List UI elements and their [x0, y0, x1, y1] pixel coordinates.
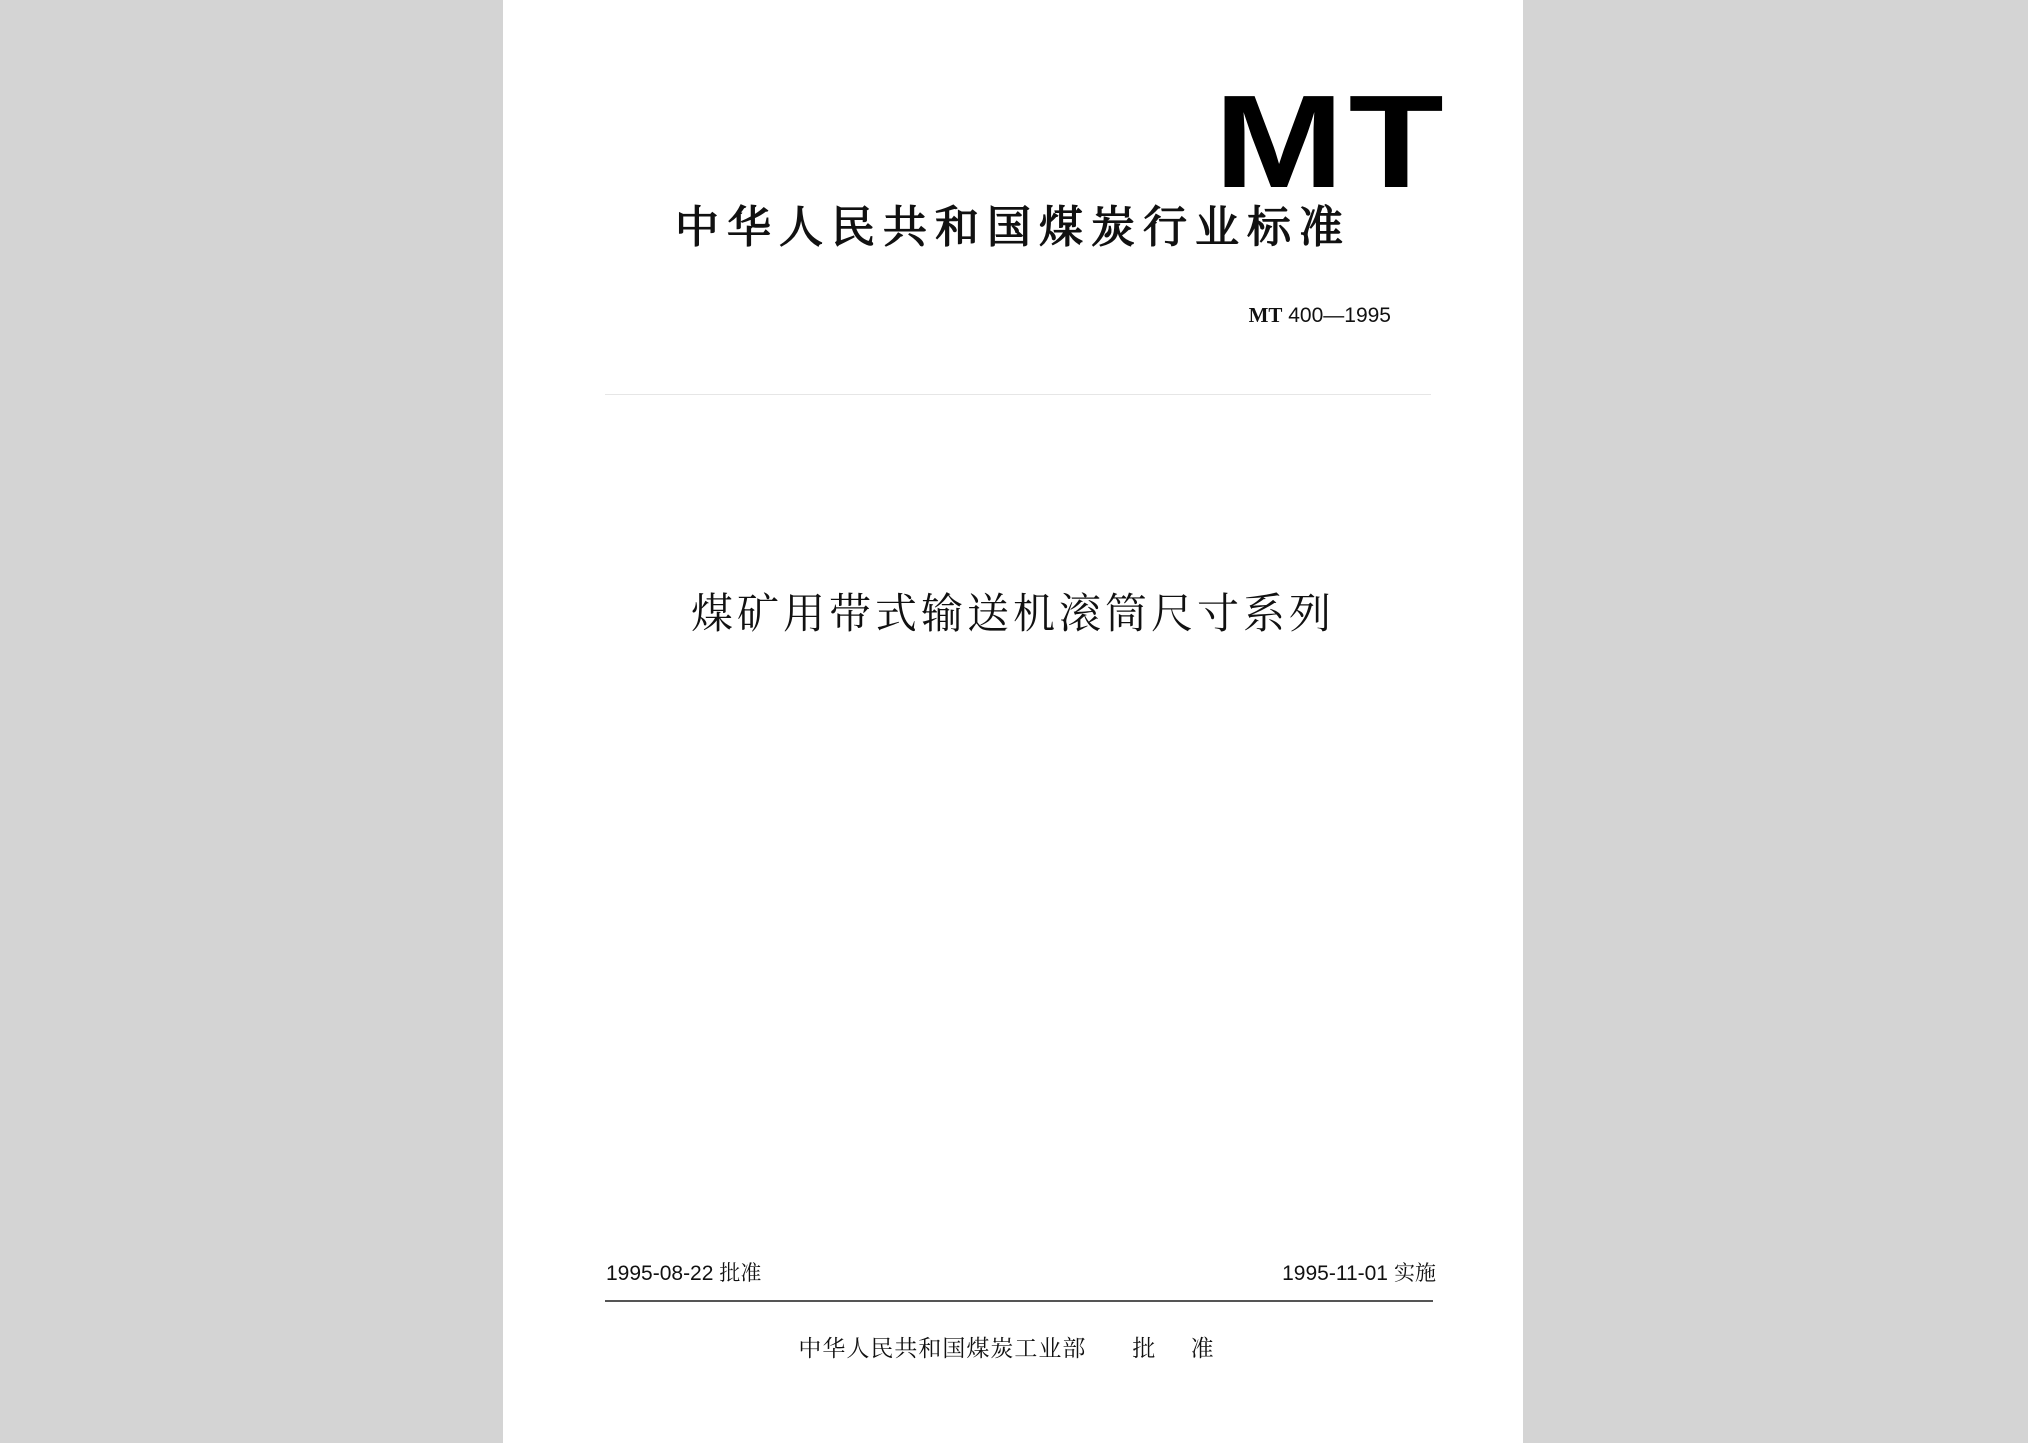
standard-code: [1249, 300, 1391, 331]
header-divider: [605, 394, 1431, 395]
approval-date: 1995-08-22: [606, 1262, 714, 1285]
approval-date-line: [606, 1258, 761, 1289]
issuer-line: [503, 1332, 1523, 1366]
standard-code-number: 400—1995: [1288, 304, 1391, 327]
document-title: 煤矿用带式输送机滚筒尺寸系列: [690, 589, 1335, 638]
standard-category-title: 中华人民共和国煤炭行业标准: [675, 202, 1351, 253]
issuer-action: 批 准: [1132, 1336, 1228, 1362]
effective-label: 实施: [1394, 1261, 1436, 1285]
approval-label: 批准: [719, 1261, 762, 1285]
issuer-organization: 中华人民共和国煤炭工业部: [798, 1336, 1087, 1362]
footer-divider: [605, 1300, 1433, 1302]
effective-date: 1995-11-01: [1282, 1262, 1388, 1285]
mt-logo: [1175, 68, 1487, 215]
mt-logo-text: MT: [1213, 68, 1449, 215]
standard-code-prefix: MT: [1248, 303, 1283, 327]
document-page: [503, 0, 1523, 1443]
effective-date-line: [1282, 1258, 1436, 1289]
